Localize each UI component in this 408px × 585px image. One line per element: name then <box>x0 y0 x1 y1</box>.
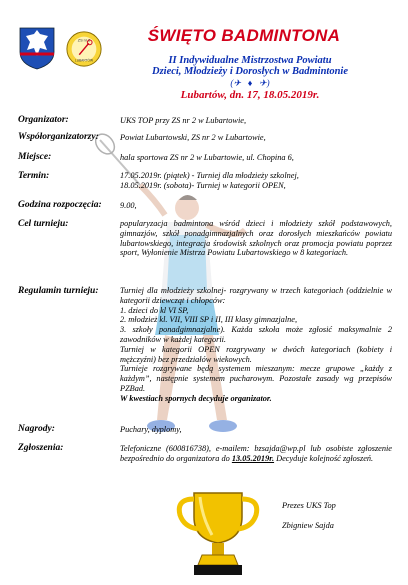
place-label: Miejsce: <box>18 152 52 162</box>
rules-item-1: 1. dzieci do kl VI SP, <box>120 305 189 315</box>
signature-title: Prezes UKS Top <box>282 501 336 510</box>
subtitle-line-1: II Indywidualne Mistrzostwa Powiatu <box>168 55 332 66</box>
svg-text:ZS nr 2: ZS nr 2 <box>77 38 91 43</box>
subtitle-line-2: Dzieci, Młodzieży i Dorosłych w Badmintonie <box>151 66 348 77</box>
organizer-label: Organizator: <box>18 115 69 125</box>
date-value <box>120 171 392 191</box>
trophy-icon <box>172 487 264 579</box>
diamond-icon: ♦ <box>247 78 253 88</box>
start-time-value: 9.00, <box>120 201 137 210</box>
place-and-date: Lubartów, dn. 17, 18.05.2019r. <box>180 89 320 101</box>
registration-note: Decyduje kolejność zgłoszeń. <box>274 453 374 463</box>
prizes-value: Puchary, dyplomy, <box>120 425 182 434</box>
rules-system: Turnieje rozgrywane będą systemem mieszanym: mecze grupowe „każdy z każdym”, następnie systemem pucharowym. Pozostałe zasady wg przepisów PZBad. <box>120 364 392 393</box>
rules-label: Regulamin turnieju: <box>18 286 99 296</box>
registration-text: Telefoniczne (600816738), e-mailem: bzsajda@wp.pl lub osobiste zgłoszenie bezpośrednio do organizatora do <box>120 444 392 463</box>
date-line-1: 17.05.2019r. (piątek) - Turniej dla młodzieży szkolnej, <box>120 171 299 180</box>
coorganizers-value: Powiat Lubartowski, ZS nr 2 w Lubartowie, <box>120 133 266 142</box>
organizer-value: UKS TOP przy ZS nr 2 w Lubartowie, <box>120 116 247 125</box>
date-label: Termin: <box>18 171 50 181</box>
prizes-label: Nagrody: <box>18 424 55 434</box>
svg-text:LUBARTÓW: LUBARTÓW <box>74 58 94 63</box>
rules-item-3: 3. szkoły ponadgimnazjalne). Każda szkoła może zgłosić maksymalnie 2 zawodników w każdej kategorii. <box>120 325 392 344</box>
rules-value <box>120 286 392 404</box>
coorganizers-label: Współorganizatorzy: <box>18 132 99 142</box>
rules-item-2: 2. młodzież kl. VII, VIII SP i II, III klasy gimnazjalne, <box>120 315 298 325</box>
goal-value: popularyzacja badmintona wśród dzieci i młodzieży szkół podstawowych, gimnazjów, szkół ponadgimnazjalnych oraz dorosłych mieszkańców powiatu lubartowskiego, integracja środowisk szkolnych oraz promocja powiatu poprzez sport, Wyłonienie Mistrza Powiatu Lubartowskiego w 8 kategoriach. <box>120 219 392 258</box>
registration-deadline: 13.05.2019r. <box>231 453 275 463</box>
place-value: hala sportowa ZS nr 2 w Lubartowie, ul. Chopina 6, <box>120 153 294 162</box>
rules-intro: Turniej dla młodzieży szkolnej- rozgrywany w trzech kategoriach (oddzielnie w kategorii dziewcząt i chłopców: <box>120 286 392 305</box>
shuttlecock-ornament <box>100 78 400 89</box>
registration-label: Zgłoszenia: <box>18 443 64 453</box>
goal-label: Cel turnieju: <box>18 219 69 229</box>
shuttlecock-icon: (✈ <box>230 78 241 88</box>
shuttlecock-icon: ✈) <box>259 78 270 88</box>
registration-value <box>120 444 392 464</box>
rules-open: Turniej w kategorii OPEN rozgrywany w dwóch kategoriach (kobiety i mężczyźni) bez przedziałów wiekowych. <box>120 344 392 364</box>
date-line-2: 18.05.2019r. (sobota)- Turniej w kategorii OPEN, <box>120 180 286 190</box>
signature-name: Zbigniew Sajda <box>282 521 334 530</box>
start-time-label: Godzina rozpoczęcia: <box>18 200 102 210</box>
poster-title: ŚWIĘTO BADMINTONA <box>147 26 341 45</box>
rules-disputes: W kwestiach spornych decyduje organizator. <box>120 393 272 403</box>
